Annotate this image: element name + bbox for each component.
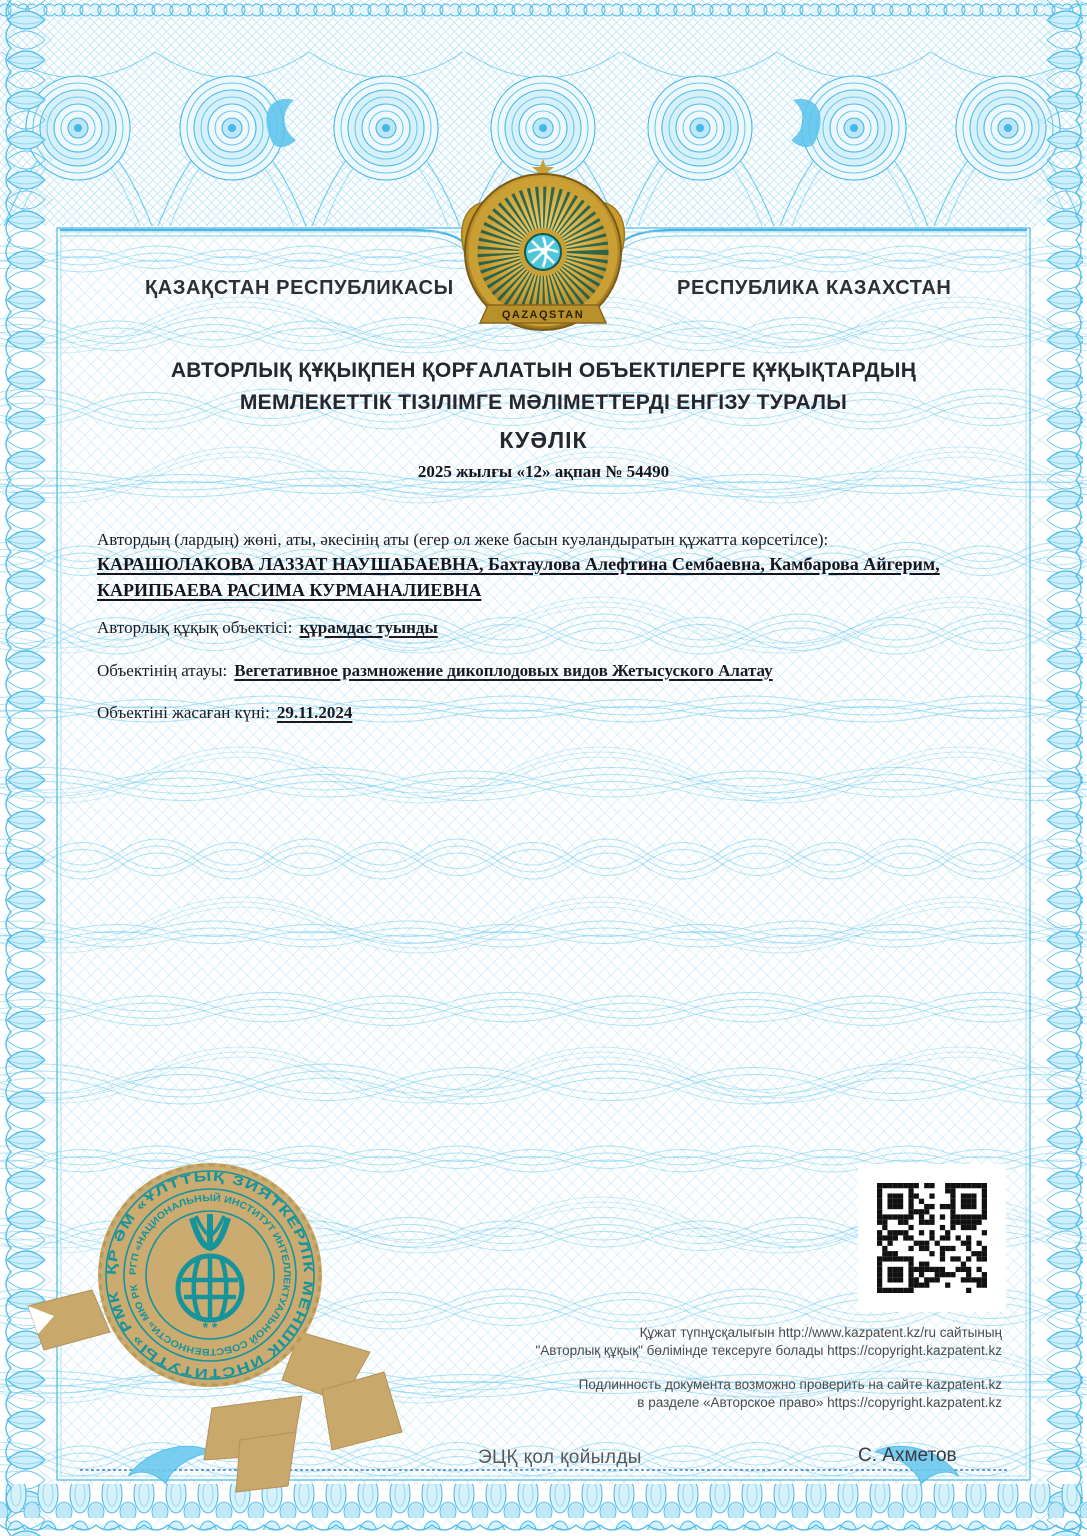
object-name-value: Вегетативное размножение дикоплодовых видов Жетысуского Алатау bbox=[234, 661, 773, 680]
top-chain-strip bbox=[0, 3, 1087, 23]
digital-signature-note: ЭЦҚ қол қойылды bbox=[478, 1447, 642, 1468]
verify-note-ru bbox=[442, 1376, 1002, 1412]
creation-date-row bbox=[97, 701, 987, 725]
object-type-label: Авторлық құқық объектісі: bbox=[97, 618, 293, 637]
object-type-value: құрамдас туынды bbox=[299, 618, 438, 637]
verify-ru-line2: в разделе «Авторское право» https://copyright.kazpatent.kz bbox=[637, 1395, 1002, 1410]
authors-label: Автордың (лардың) жөні, аты, әкесінің аты (егер ол жеке басын куәландыратын құжатта көрсетілсе): bbox=[97, 530, 829, 549]
verify-kk-line1: Құжат түпнұсқалығын http://www.kazpatent.kz/ru сайтының bbox=[639, 1325, 1002, 1340]
verify-kk-line2: "Авторлық құқық" бөлімінде тексеруге болады https://copyright.kazpatent.kz bbox=[535, 1343, 1002, 1358]
seal-inner-text: РГП «НАЦИОНАЛЬНЫЙ ИНСТИТУТ ИНТЕЛЛЕКТУАЛЬНОЙ СОБСТВЕННОСТИ» МЮ РК bbox=[127, 1192, 293, 1358]
country-name-ru: РЕСПУБЛИКА КАЗАХСТАН bbox=[677, 277, 952, 299]
qr-panel bbox=[858, 1164, 1006, 1312]
object-name-row bbox=[97, 659, 987, 683]
title-line-1: АВТОРЛЫҚ ҚҰҚЫҚПЕН ҚОРҒАЛАТЫН ОБЪЕКТІЛЕРГЕ ҚҰҚЫҚТАРДЫҢ bbox=[170, 359, 917, 382]
seal-outer-text: ҚР ӘМ «ҰЛТТЫҚ ЗИЯТКЕРЛІК МЕНШІК ИНСТИТУТЫ» РМК bbox=[103, 1168, 317, 1382]
title-line-2: МЕМЛЕКЕТТІК ТІЗІЛІМГЕ МӘЛІМЕТТЕРДІ ЕНГІЗУ ТУРАЛЫ bbox=[239, 391, 848, 414]
signer-name: С. Ахметов bbox=[858, 1445, 957, 1466]
issue-date-number: 2025 жылғы «12» ақпан № 54490 bbox=[417, 462, 670, 481]
emblem-banner-text: QAZAQSTAN bbox=[501, 309, 585, 321]
kazakhstan-state-emblem-icon bbox=[448, 155, 638, 345]
authors-value: КАРАШОЛАКОВА ЛАЗЗАТ НАУШАБАЕВНА, Бахтаулова Алефтина Сембаевна, Камбарова Айгерим, КАРИПБАЕВА РАСИМА КУРМАНАЛИЕВНА bbox=[97, 554, 940, 600]
creation-date-value: 29.11.2024 bbox=[276, 703, 353, 722]
verify-note-kk bbox=[442, 1324, 1002, 1360]
verify-ru-line1: Подлинность документа возможно проверить на сайте kazpatent.kz bbox=[578, 1377, 1002, 1392]
seal-stars: * * bbox=[202, 1319, 218, 1335]
document-type: КУӘЛІК bbox=[499, 427, 588, 453]
object-type-row bbox=[97, 616, 987, 640]
object-name-label: Объектінің атауы: bbox=[97, 661, 228, 680]
qr-code bbox=[877, 1183, 987, 1293]
institute-seal bbox=[98, 1163, 322, 1387]
country-name-kk: ҚАЗАҚСТАН РЕСПУБЛИКАСЫ bbox=[145, 277, 454, 299]
creation-date-label: Объектіні жасаған күні: bbox=[97, 703, 270, 722]
